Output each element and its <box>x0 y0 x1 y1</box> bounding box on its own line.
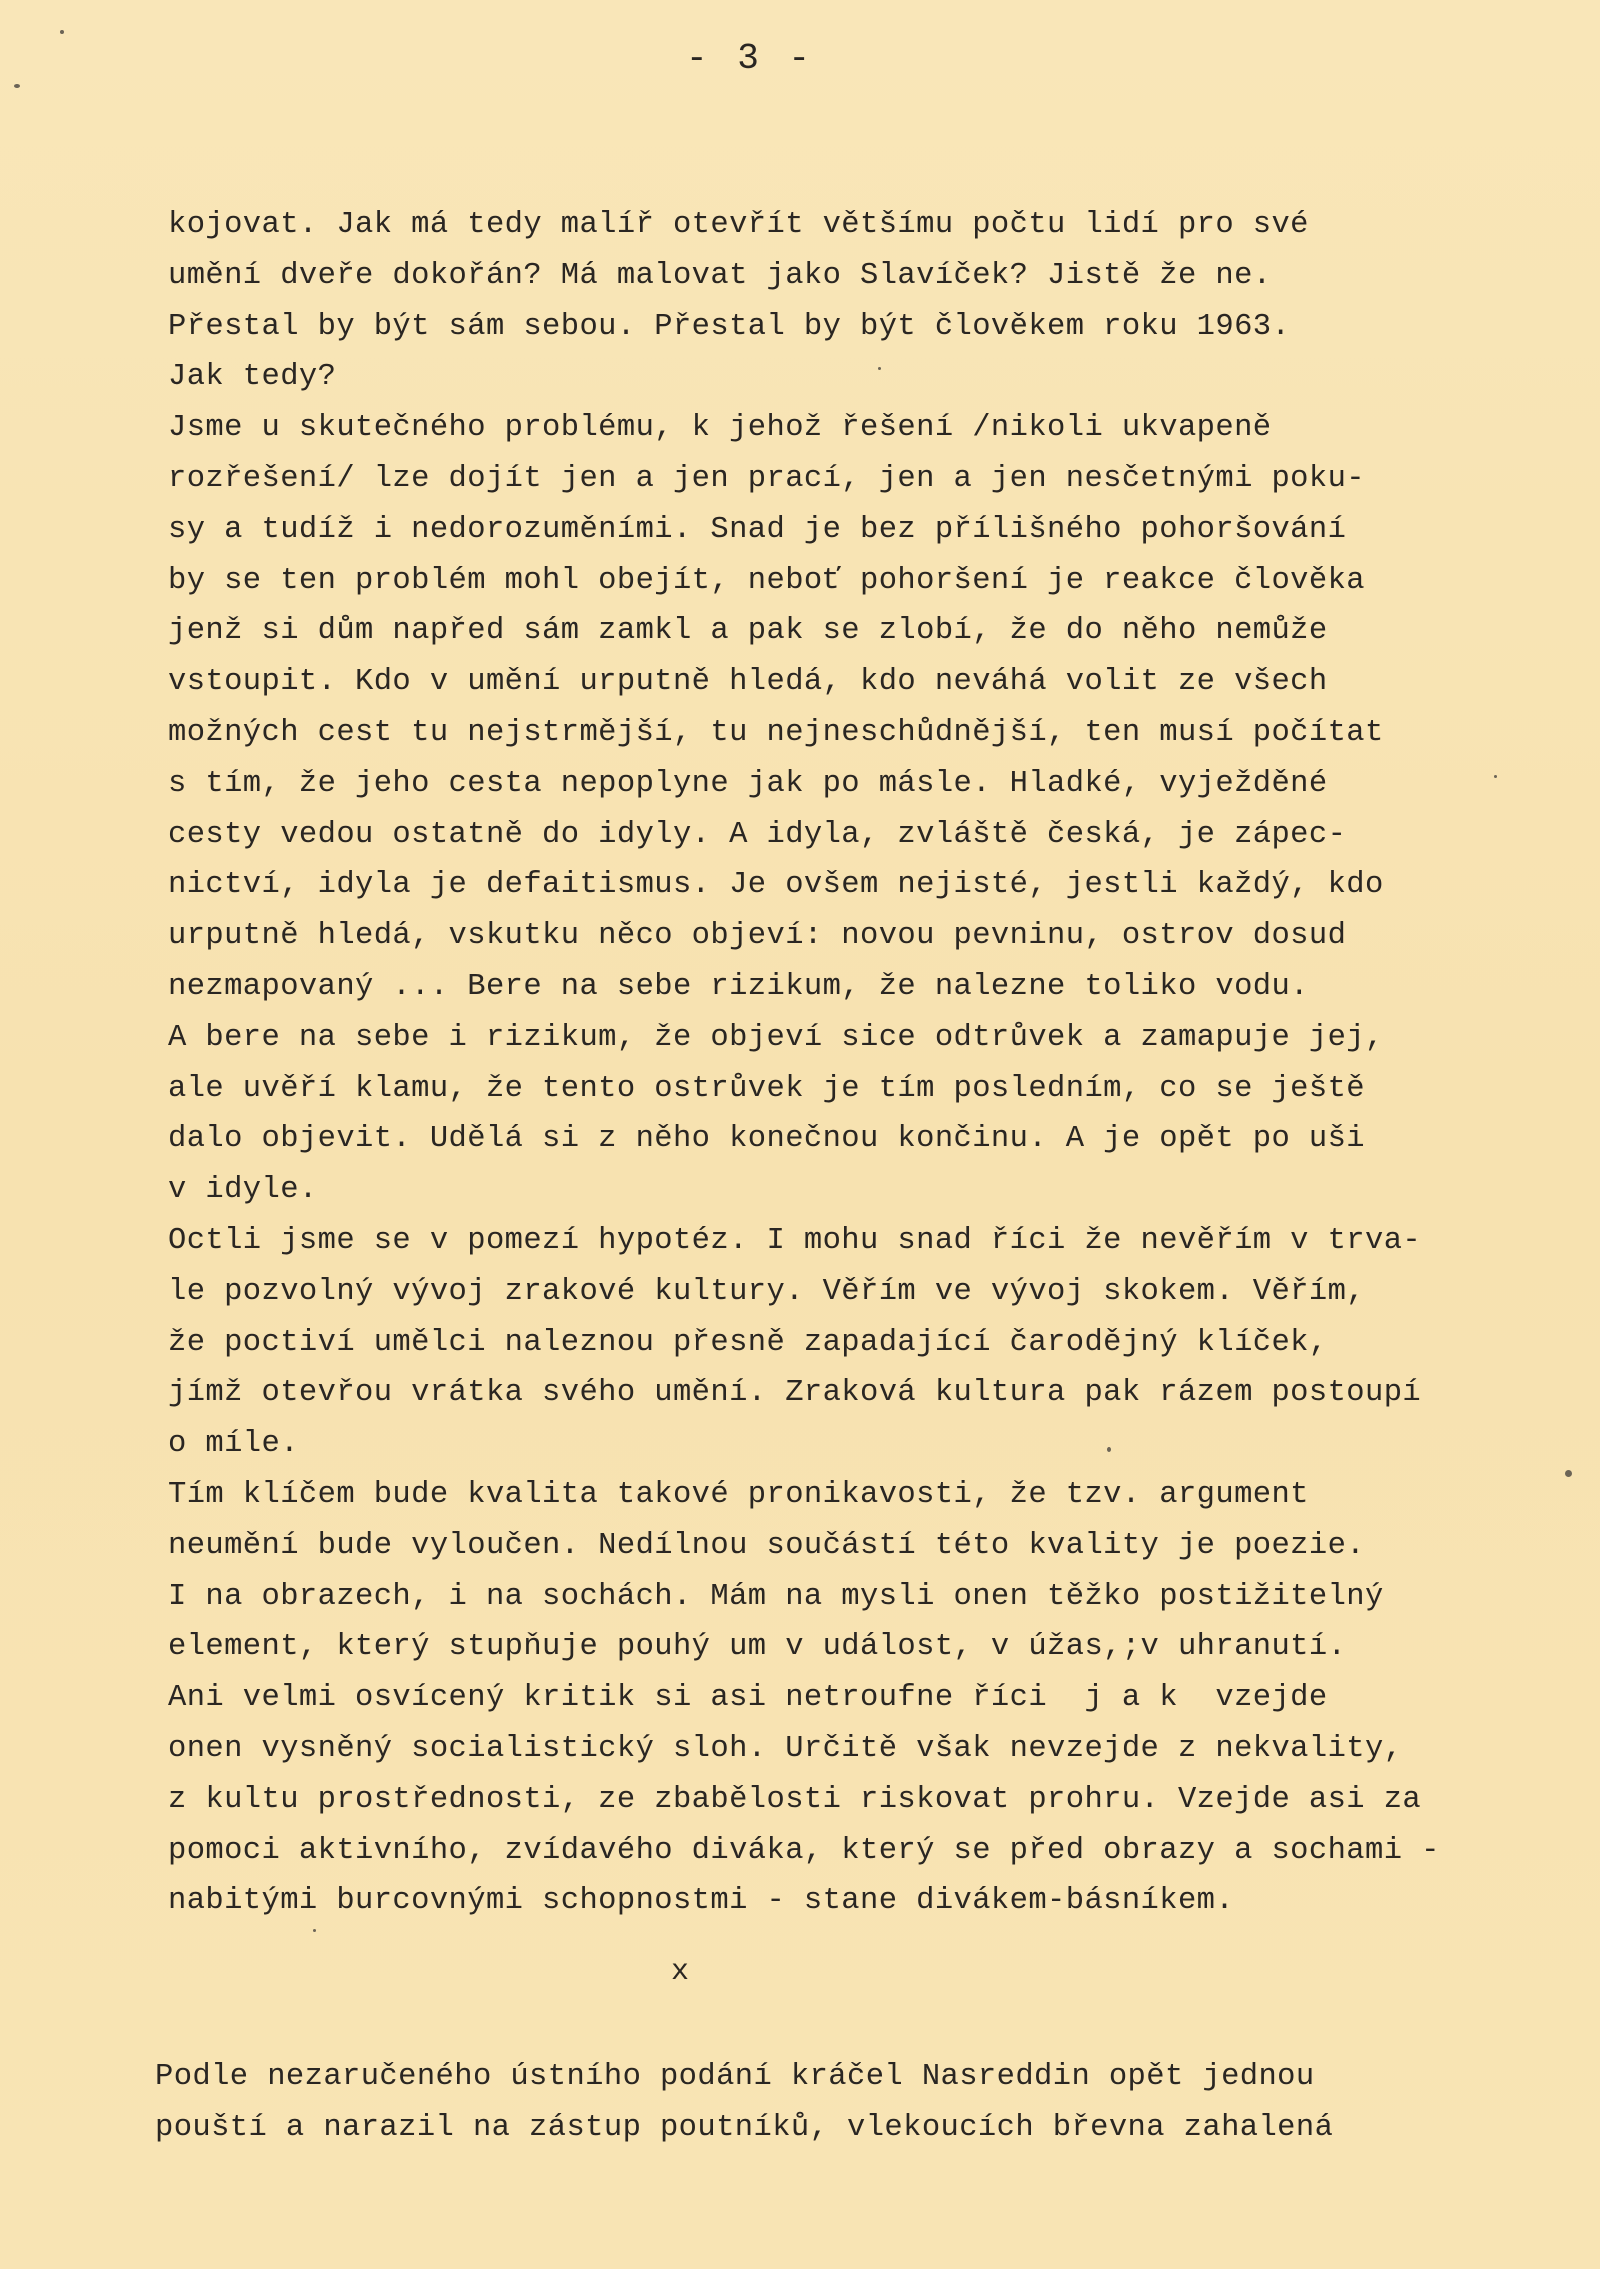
text-line: pomoci aktivního, zvídavého diváka, který se před obrazy a sochami - <box>168 1833 1440 1868</box>
text-line: jenž si dům napřed sám zamkl a pak se zlobí, že do něho nemůže <box>168 614 1328 649</box>
section-separator: x <box>670 1955 689 1989</box>
text-line: možných cest tu nejstrmější, tu nejneschůdnější, ten musí počítat <box>168 715 1384 750</box>
text-line: kojovat. Jak má tedy malíř otevřít většímu počtu lidí pro své <box>168 208 1309 242</box>
paper-speck <box>60 30 64 34</box>
text-line: by se ten problém mohl obejít, neboť pohoršení je reakce člověka <box>168 563 1365 598</box>
text-line: Jak tedy? <box>168 360 337 395</box>
paper-speck <box>1494 775 1497 778</box>
text-line: vstoupit. Kdo v umění urputně hledá, kdo neváhá volit ze všech <box>168 665 1328 700</box>
text-line: sy a tudíž i nedorozuměními. Snad je bez přílišného pohoršování <box>168 512 1347 547</box>
paper-speck <box>313 1929 316 1932</box>
text-line: onen vysněný socialistický sloh. Určitě však nevzejde z nekvality, <box>168 1731 1403 1766</box>
text-line: cesty vedou ostatně do idyly. A idyla, zvláště česká, je zápec- <box>168 817 1347 852</box>
text-line: nictví, idyla je defaitismus. Je ovšem nejisté, jestli každý, kdo <box>168 868 1384 903</box>
text-line: neumění bude vyloučen. Nedílnou součástí této kvality je poezie. <box>168 1528 1365 1563</box>
main-text <box>168 200 1548 1927</box>
text-line: Podle nezaručeného ústního podání kráčel Nasreddin opět jednou <box>155 2060 1315 2094</box>
page-number: - 3 - <box>685 38 815 79</box>
text-line: z kultu prostřednosti, ze zbabělosti riskovat prohru. Vzejde asi za <box>168 1782 1422 1817</box>
paper-speck <box>1565 1470 1572 1477</box>
text-line: rozřešení/ lze dojít jen a jen prací, jen a jen nesčetnými poku- <box>168 461 1365 496</box>
paper-speck <box>878 367 881 370</box>
text-line: A bere na sebe i rizikum, že objeví sice odtrůvek a zamapuje jej, <box>168 1020 1384 1055</box>
text-line: Tím klíčem bude kvalita takové pronikavosti, že tzv. argument <box>168 1477 1309 1512</box>
text-line: s tím, že jeho cesta nepoplyne jak po másle. Hladké, vyježděné <box>168 766 1328 801</box>
text-line: Jsme u skutečného problému, k jehož řešení /nikoli ukvapeně <box>168 411 1272 446</box>
text-line: Octli jsme se v pomezí hypotéz. I mohu snad říci že nevěřím v trva- <box>168 1223 1422 1258</box>
paper-speck <box>1107 1447 1111 1452</box>
text-line: nezmapovaný ... Bere na sebe rizikum, že nalezne toliko vodu. <box>168 969 1309 1004</box>
text-line: jímž otevřou vrátka svého umění. Zraková kultura pak rázem postoupí <box>168 1376 1422 1411</box>
text-line: pouští a narazil na zástup poutníků, vlekoucích břevna zahalená <box>155 2110 1334 2145</box>
text-line: že poctiví umělci naleznou přesně zapadající čarodějný klíček, <box>168 1325 1328 1360</box>
text-line: v idyle. <box>168 1173 318 1208</box>
text-line: Ani velmi osvícený kritik si asi netroufne říci j a k vzejde <box>168 1681 1328 1716</box>
text-line: ale uvěří klamu, že tento ostrůvek je tím posledním, co se ještě <box>168 1071 1365 1106</box>
paper-speck <box>14 84 20 88</box>
text-line: urputně hledá, vskutku něco objeví: novou pevninu, ostrov dosud <box>168 919 1347 954</box>
text-line: Přestal by být sám sebou. Přestal by být člověkem roku 1963. <box>168 309 1291 344</box>
text-line: le pozvolný vývoj zrakové kultury. Věřím ve vývoj skokem. Věřím, <box>168 1274 1365 1309</box>
text-line: I na obrazech, i na sochách. Mám na mysli onen těžko postižitelný <box>168 1579 1384 1614</box>
text-line: element, který stupňuje pouhý um v událost, v úžas,;v uhranutí. <box>168 1630 1347 1665</box>
text-line: umění dveře dokořán? Má malovat jako Slavíček? Jistě že ne. <box>168 258 1272 293</box>
text-line: nabitými burcovnými schopnostmi - stane divákem-básníkem. <box>168 1884 1235 1919</box>
text-line: dalo objevit. Udělá si z něho konečnou končinu. A je opět po uši <box>168 1122 1365 1157</box>
closing-text <box>155 2052 1535 2154</box>
text-line: o míle. <box>168 1427 299 1462</box>
